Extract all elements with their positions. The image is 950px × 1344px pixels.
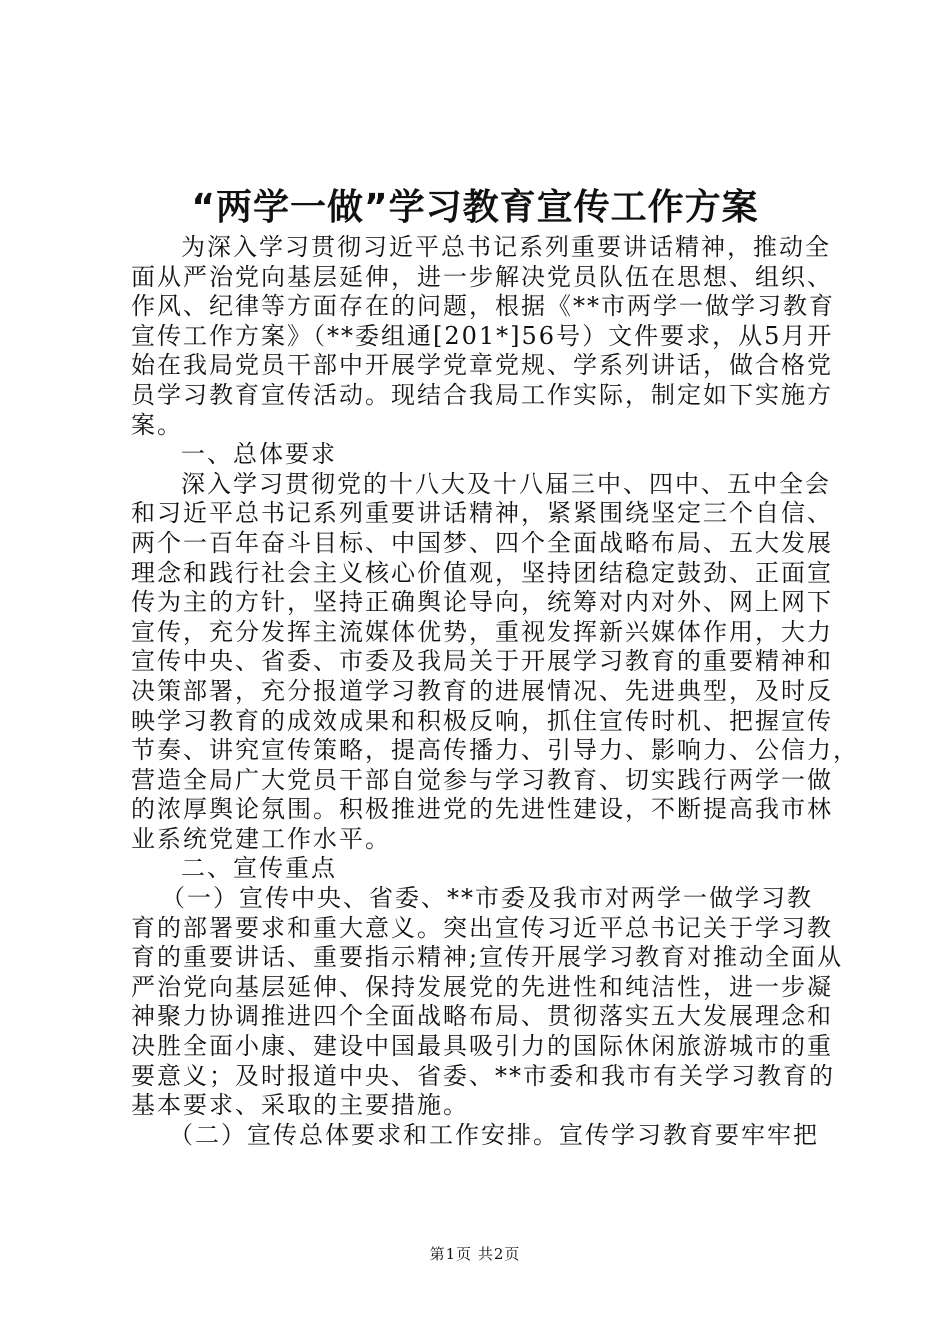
- paragraph-line: 严治党向基层延伸、保持发展党的先进性和纯洁性，进一步凝: [131, 972, 833, 1001]
- paragraph-line: 营造全局广大党员干部自觉参与学习教育、切实践行两学一做: [131, 765, 833, 794]
- paragraph-line: 宣传，充分发挥主流媒体优势，重视发挥新兴媒体作用，大力: [131, 617, 833, 646]
- paragraph-line: 深入学习贯彻党的十八大及十八届三中、四中、五中全会: [181, 469, 831, 498]
- paragraph-line: 员学习教育宣传活动。现结合我局工作实际，制定如下实施方: [131, 380, 833, 409]
- document-title: “两学一做”学习教育宣传工作方案: [191, 187, 759, 228]
- paragraph-line: 决策部署，充分报道学习教育的进展情况、先进典型，及时反: [131, 676, 833, 705]
- paragraph-line: 作风、纪律等方面存在的问题，根据《**市两学一做学习教育: [131, 292, 835, 321]
- section-heading: 二、宣传重点: [181, 854, 337, 883]
- page-number: 第1页 共2页: [429, 1245, 521, 1263]
- paragraph-line: 的浓厚舆论氛围。积极推进党的先进性建设，不断提高我市林: [131, 795, 833, 824]
- paragraph-line: （一）宣传中央、省委、**市委及我市对两学一做学习教: [161, 884, 813, 913]
- paragraph-line: （二）宣传总体要求和工作安排。宣传学习教育要牢牢把: [169, 1120, 819, 1149]
- paragraph-line: 两个一百年奋斗目标、中国梦、四个全面战略布局、五大发展: [131, 528, 833, 557]
- paragraph-line: 要意义；及时报道中央、省委、**市委和我市有关学习教育的: [131, 1061, 835, 1090]
- paragraph-line: 基本要求、采取的主要措施。: [131, 1091, 469, 1120]
- section-heading: 一、总体要求: [181, 440, 337, 469]
- paragraph-line: 面从严治党向基层延伸，进一步解决党员队伍在思想、组织、: [131, 262, 833, 291]
- paragraph-line: 案。: [131, 410, 183, 439]
- paragraph-line: 决胜全面小康、建设中国最具吸引力的国际休闲旅游城市的重: [131, 1032, 833, 1061]
- paragraph-line: 传为主的方针，坚持正确舆论导向，统筹对内对外、网上网下: [131, 588, 833, 617]
- paragraph-line: 宣传中央、省委、市委及我局关于开展学习教育的重要精神和: [131, 647, 833, 676]
- paragraph-line: 育的重要讲话、重要指示精神;宣传开展学习教育对推动全面从: [131, 943, 844, 972]
- paragraph-line: 宣传工作方案》（**委组通[201*]56号）文件要求，从5月开: [131, 321, 834, 350]
- paragraph-line: 和习近平总书记系列重要讲话精神，紧紧围绕坚定三个自信、: [131, 499, 833, 528]
- paragraph-line: 始在我局党员干部中开展学党章党规、学系列讲话，做合格党: [131, 351, 833, 380]
- document-body: [131, 233, 859, 1150]
- paragraph-line: 神聚力协调推进四个全面战略布局、贯彻落实五大发展理念和: [131, 1002, 833, 1031]
- paragraph-line: 节奏、讲究宣传策略，提高传播力、引导力、影响力、公信力，: [131, 736, 859, 765]
- paragraph-line: 育的部署要求和重大意义。突出宣传习近平总书记关于学习教: [131, 913, 833, 942]
- paragraph-line: 为深入学习贯彻习近平总书记系列重要讲话精神，推动全: [181, 233, 831, 261]
- paragraph-line: 映学习教育的成效成果和积极反响，抓住宣传时机、把握宣传: [131, 706, 833, 735]
- paragraph-line: 理念和践行社会主义核心价值观，坚持团结稳定鼓劲、正面宣: [131, 558, 833, 587]
- paragraph-line: 业系统党建工作水平。: [131, 824, 391, 853]
